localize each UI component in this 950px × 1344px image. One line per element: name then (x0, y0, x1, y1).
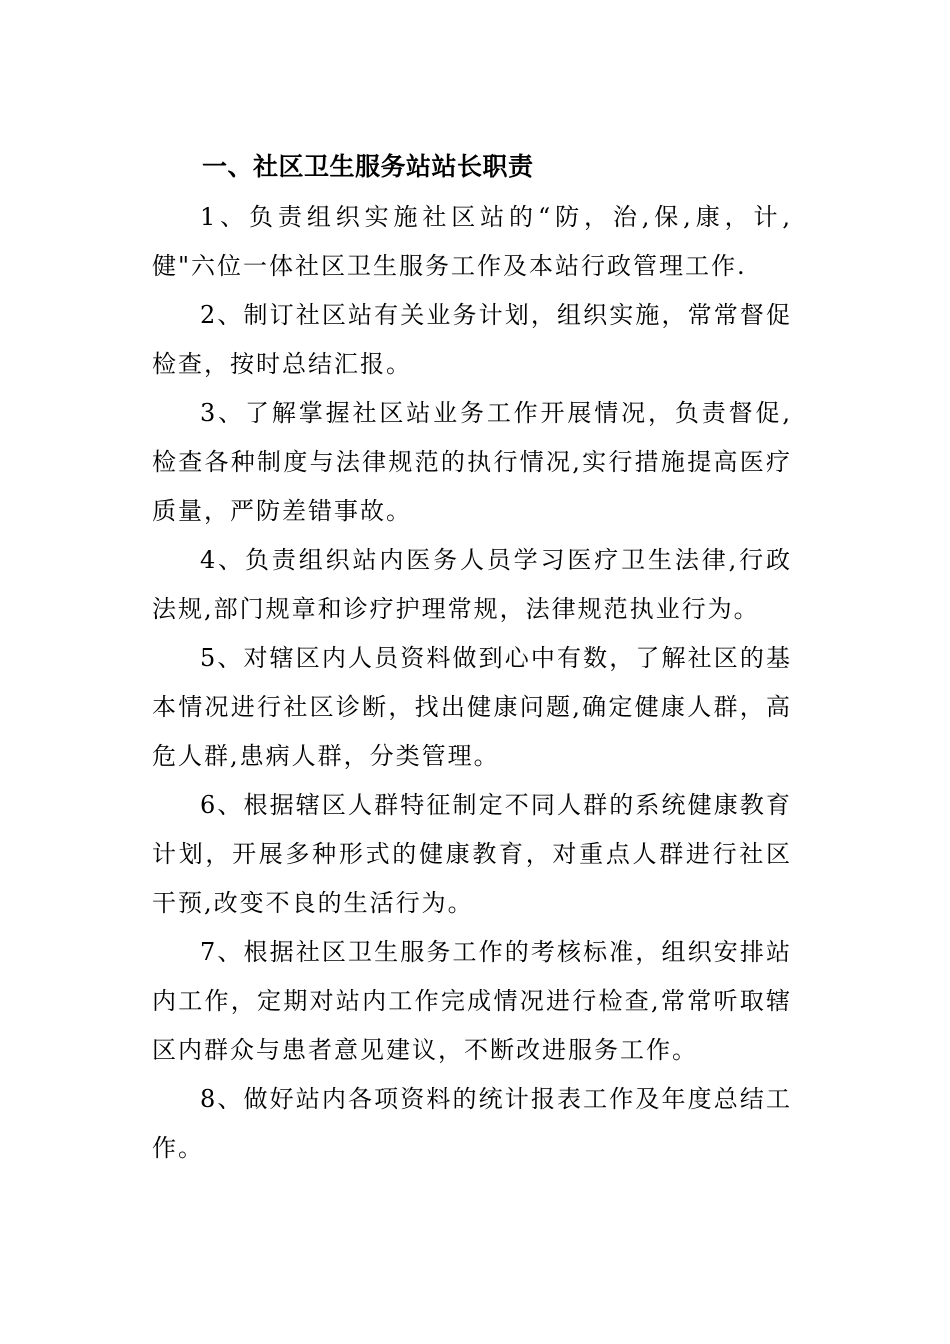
duty-paragraph-1: 1、负责组织实施社区站的“防，治,保,康，计,健"六位一体社区卫生服务工作及本站行政管理工作. (152, 203, 792, 280)
document-body (152, 142, 792, 1173)
duty-paragraph-4: 4、负责组织站内医务人员学习医疗卫生法律,行政法规,部门规章和诊疗护理常规，法律规范执业行为。 (152, 546, 792, 623)
duty-paragraph-6: 6、根据辖区人群特征制定不同人群的系统健康教育计划，开展多种形式的健康教育，对重点人群进行社区干预,改变不良的生活行为。 (152, 791, 792, 917)
section-title: 一、社区卫生服务站站长职责 (202, 152, 534, 181)
duty-paragraph-5: 5、对辖区内人员资料做到心中有数，了解社区的基本情况进行社区诊断，找出健康问题,确定健康人群，高危人群,患病人群，分类管理。 (152, 644, 792, 770)
duty-paragraph-8: 8、做好站内各项资料的统计报表工作及年度总结工作。 (152, 1085, 792, 1162)
duty-paragraph-7: 7、根据社区卫生服务工作的考核标准，组织安排站内工作，定期对站内工作完成情况进行检查,常常听取辖区内群众与患者意见建议，不断改进服务工作。 (152, 938, 792, 1064)
duty-paragraph-2: 2、制订社区站有关业务计划，组织实施，常常督促检查，按时总结汇报。 (152, 301, 792, 378)
duty-paragraph-3: 3、了解掌握社区站业务工作开展情况，负责督促,检查各种制度与法律规范的执行情况,实行措施提高医疗质量，严防差错事故。 (152, 399, 792, 525)
